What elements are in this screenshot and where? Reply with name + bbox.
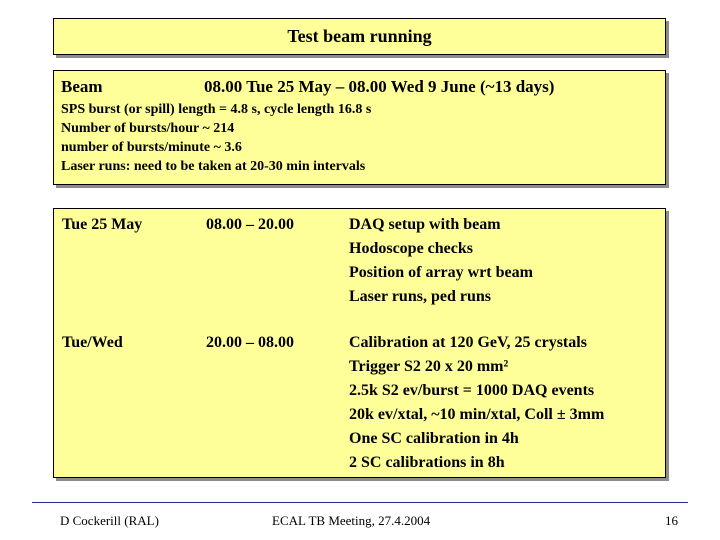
task-item: 2.5k S2 ev/burst = 1000 DAQ events bbox=[349, 382, 595, 399]
schedule-day: Tue/Wed bbox=[62, 334, 123, 351]
beam-period: 08.00 Tue 25 May – 08.00 Wed 9 June (~13 days) bbox=[204, 77, 555, 96]
schedule-tasks bbox=[349, 331, 604, 475]
task-item: Hodoscope checks bbox=[349, 240, 473, 257]
beam-info-lines bbox=[61, 100, 371, 176]
schedule-day: Tue 25 May bbox=[62, 216, 143, 233]
schedule-tasks bbox=[349, 213, 533, 309]
task-item: Position of array wrt beam bbox=[349, 264, 533, 281]
title-box bbox=[53, 18, 666, 55]
info-line-laser-runs: Laser runs: need to be taken at 20-30 min intervals bbox=[61, 159, 366, 174]
footer-author: D Cockerill (RAL) bbox=[60, 513, 159, 528]
footer-rule bbox=[32, 502, 688, 503]
schedule-box bbox=[53, 208, 666, 478]
task-item: 20k ev/xtal, ~10 min/xtal, Coll ± 3mm bbox=[349, 406, 605, 423]
task-item: One SC calibration in 4h bbox=[349, 430, 519, 447]
info-line-burst-length: SPS burst (or spill) length = 4.8 s, cycle length 16.8 s bbox=[61, 102, 372, 117]
slide-title: Test beam running bbox=[287, 26, 432, 46]
footer-meeting: ECAL TB Meeting, 27.4.2004 bbox=[272, 513, 431, 528]
task-item: Trigger S2 20 x 20 mm² bbox=[349, 358, 509, 375]
task-item: Laser runs, ped runs bbox=[349, 288, 491, 305]
task-item: DAQ setup with beam bbox=[349, 216, 501, 233]
page-number: 16 bbox=[665, 513, 678, 528]
task-item: Calibration at 120 GeV, 25 crystals bbox=[349, 334, 587, 351]
schedule-time: 08.00 – 20.00 bbox=[206, 216, 294, 233]
info-line-bursts-per-hour: Number of bursts/hour ~ 214 bbox=[61, 121, 235, 136]
schedule-time: 20.00 – 08.00 bbox=[206, 334, 294, 351]
beam-info-box bbox=[53, 70, 666, 185]
info-line-bursts-per-minute: number of bursts/minute ~ 3.6 bbox=[61, 140, 242, 155]
task-item: 2 SC calibrations in 8h bbox=[349, 454, 505, 471]
beam-label: Beam bbox=[61, 77, 103, 96]
